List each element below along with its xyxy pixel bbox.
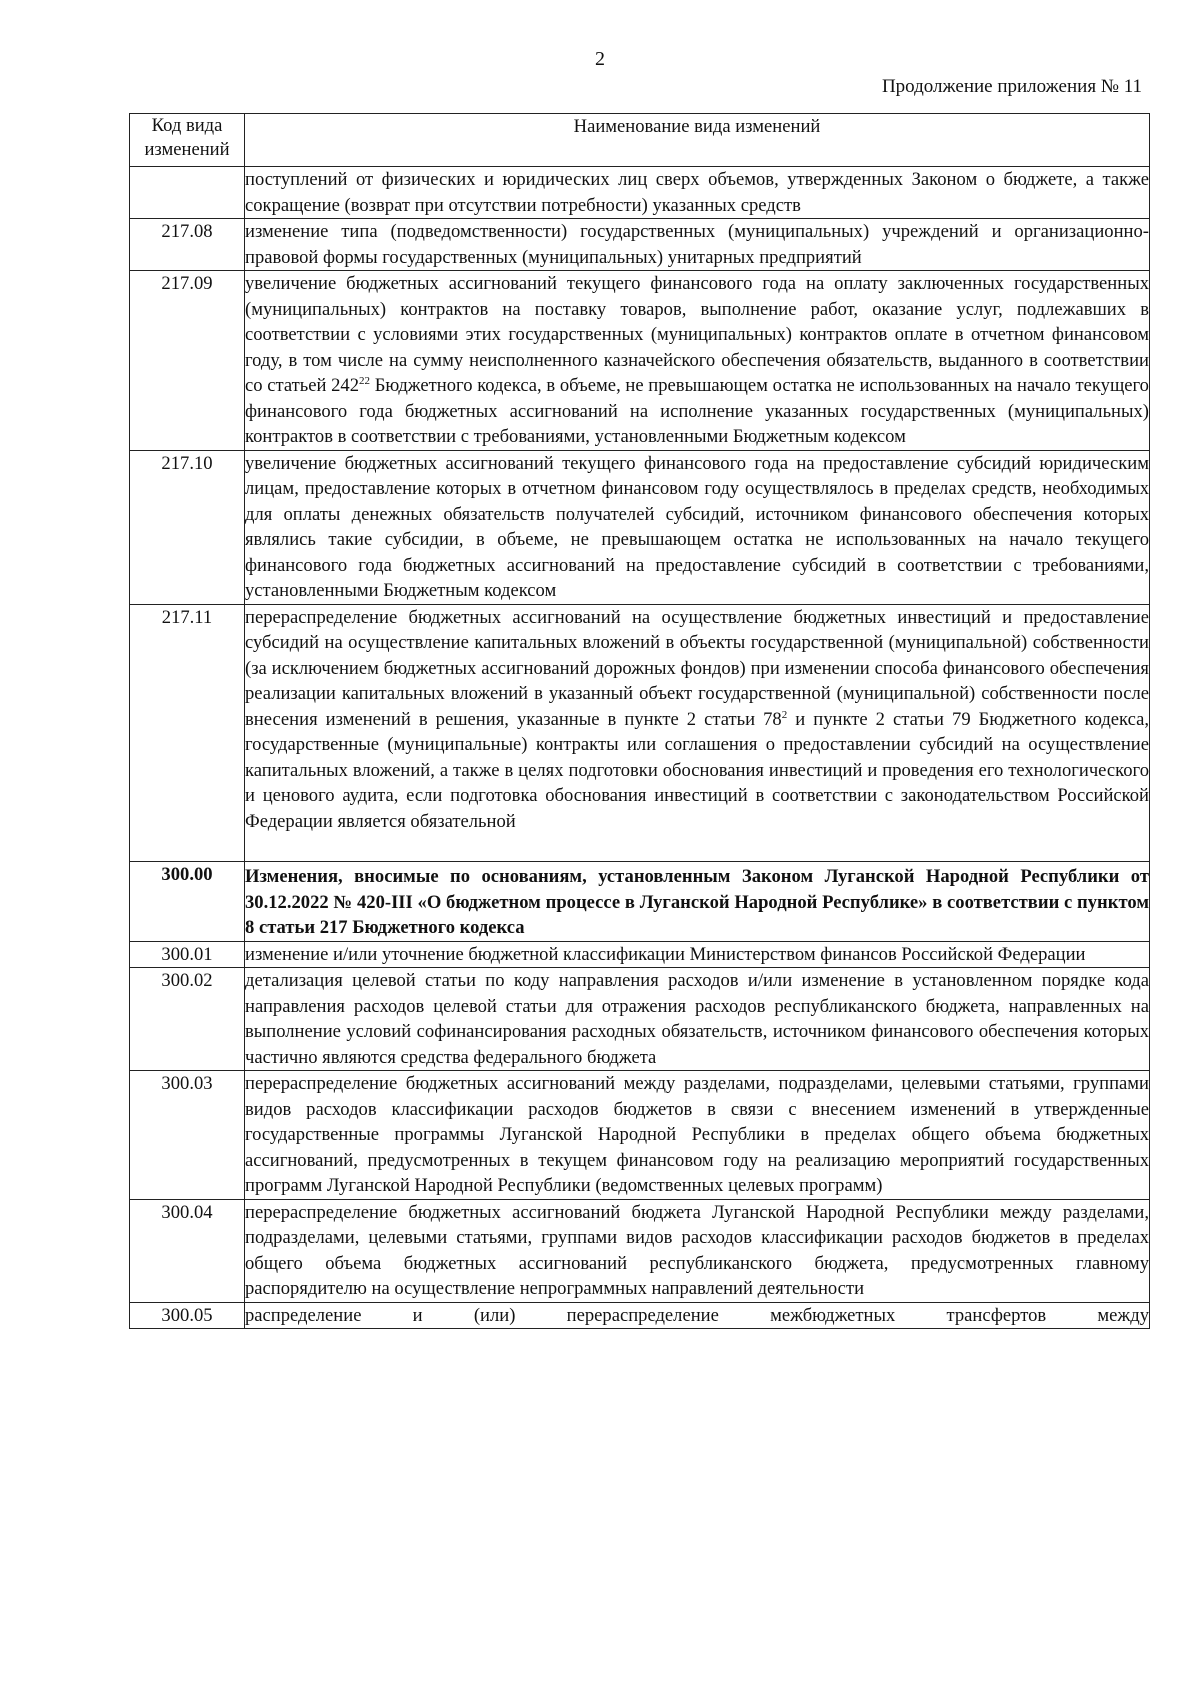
row-text: изменение и/или уточнение бюджетной классификации Министерством финансов Российской Федерации: [245, 941, 1150, 968]
row-code: [130, 167, 245, 219]
row-text: [245, 604, 1150, 862]
row-code: 300.02: [130, 968, 245, 1071]
header-code: Код вида изменений: [130, 114, 245, 167]
row-text: изменение типа (подведомственности) государственных (муниципальных) учреждений и организационно-правовой формы государственных (муниципальных) унитарных предприятий: [245, 219, 1150, 271]
superscript: 22: [359, 374, 371, 387]
row-code: 300.03: [130, 1071, 245, 1200]
superscript: 2: [781, 708, 788, 721]
row-text-part: Бюджетного кодекса, в объеме, не превышающем остатка не использованных на начало текущего финансового года бюджетных ассигнований на исполнение указанных государственных (муниципальных) контрактов в соответствии с требованиями, установленными Бюджетным кодексом: [245, 375, 1149, 447]
row-text: [245, 271, 1150, 451]
continuation-label: Продолжение приложения № 11: [881, 76, 1142, 97]
row-code: 217.10: [130, 450, 245, 604]
row-text: распределение и (или) перераспределение межбюджетных трансфертов между: [245, 1302, 1150, 1329]
row-code: 300.04: [130, 1199, 245, 1302]
row-text: перераспределение бюджетных ассигнований между разделами, подразделами, целевыми статьями, группами видов расходов классификации расходов бюджетов в связи с внесением изменений в утвержденные государственные программы Луганской Народной Республики в пределах общего объема бюджетных ассигнований, предусмотренных в текущем финансовом году на реализацию мероприятий государственных программ Луганской Народной Республики (ведомственных целевых программ): [245, 1071, 1150, 1200]
row-text: поступлений от физических и юридических лиц сверх объемов, утвержденных Законом о бюджете, а также сокращение (возврат при отсутствии потребности) указанных средств: [245, 167, 1150, 219]
row-code: 300.01: [130, 941, 245, 968]
row-code: 217.11: [130, 604, 245, 862]
row-text-part: увеличение бюджетных ассигнований текущего финансового года на оплату заключенных государственных (муниципальных) контрактов на поставку товаров, выполнение работ, оказание услуг, подлежавших в соответствии с условиями этих государственных (муниципальных) контрактов оплате в отчетном финансовом году, в том числе на сумму неисполненного казначейского обеспечения обязательств, выданного в соответствии со статьей 242: [245, 273, 1149, 396]
row-text: детализация целевой статьи по коду направления расходов и/или изменение в установленном порядке кода направления расходов целевой статьи для отражения расходов республиканского бюджета, направленных на выполнение условий софинансирования расходных обязательств, источником финансового обеспечения которых частично являются средства федерального бюджета: [245, 968, 1150, 1071]
table-row: [130, 1302, 1150, 1329]
row-text-part: перераспределение бюджетных ассигнований на осуществление бюджетных инвестиций и предоставление субсидий на осуществление капитальных вложений в объекты государственной (муниципальной) собственности (за исключением бюджетных ассигнований дорожных фондов) при изменении способа финансового обеспечения реализации капитальных вложений в указанный объект государственной (муниципальной) собственности после внесения изменений в решения, указанные в пункте 2 статьи 78: [245, 606, 1149, 730]
table-row: [130, 604, 1150, 862]
row-text: увеличение бюджетных ассигнований текущего финансового года на предоставление субсидий юридическим лицам, предоставление которых в отчетном финансовом году осуществлялось в пределах средств, необходимых для оплаты денежных обязательств получателей субсидий, источником финансового обеспечения которых являлись такие субсидии, в объеме, не превышающем остатка не использованных на начало текущего финансового года бюджетных ассигнований на предоставление субсидий в соответствии с требованиями, установленными Бюджетным кодексом: [245, 450, 1150, 604]
table-row: [130, 968, 1150, 1071]
table-header-row: [130, 114, 1150, 167]
row-code: 300.00: [130, 862, 245, 942]
page-number: 2: [595, 48, 605, 70]
table-row: [130, 271, 1150, 451]
changes-table: [129, 113, 1150, 1329]
table-row-section: [130, 862, 1150, 942]
row-code: 217.08: [130, 219, 245, 271]
row-code: 217.09: [130, 271, 245, 451]
row-text: Изменения, вносимые по основаниям, установленным Законом Луганской Народной Республики от 30.12.2022 № 420-III «О бюджетном процессе в Луганской Народной Республике» в соответствии с пунктом 8 статьи 217 Бюджетного кодекса: [245, 862, 1150, 942]
table-row: [130, 167, 1150, 219]
row-code: 300.05: [130, 1302, 245, 1329]
header-name: Наименование вида изменений: [245, 114, 1150, 167]
table-row: [130, 219, 1150, 271]
row-text-part: и пункте 2 статьи 79 Бюджетного кодекса, государственные (муниципальные) контракты или соглашения о предоставлении субсидий на осуществление капитальных вложений, а также в целях подготовки обоснования инвестиций и проведения его технологического и ценового аудита, если подготовка обоснования инвестиций в соответствии с законодательством Российской Федерации является обязательной: [245, 708, 1149, 832]
table-row: [130, 450, 1150, 604]
table-row: [130, 1071, 1150, 1200]
row-text: перераспределение бюджетных ассигнований бюджета Луганской Народной Республики между разделами, подразделами, целевыми статьями, группами видов расходов классификации расходов бюджетов в пределах общего объема бюджетных ассигнований республиканского бюджета, предусмотренных главному распорядителю на осуществление непрограммных направлений деятельности: [245, 1199, 1150, 1302]
table-row: [130, 1199, 1150, 1302]
table-row: [130, 941, 1150, 968]
